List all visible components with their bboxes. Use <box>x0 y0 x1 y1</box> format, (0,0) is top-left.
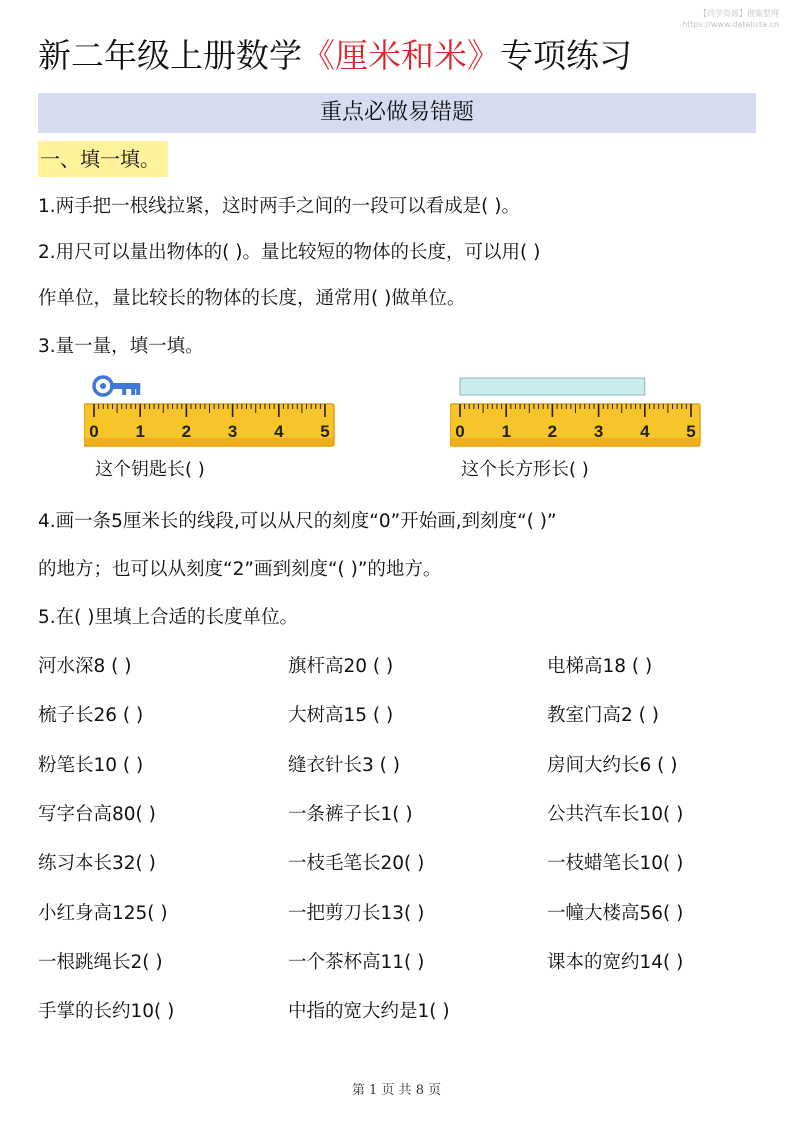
ruler-shade <box>84 438 334 446</box>
title-prefix: 新二年级上册数学 <box>38 36 302 75</box>
section-banner: 重点必做易错题 <box>38 93 756 133</box>
unit-item: 一条裤子长1( ) <box>288 803 413 825</box>
ruler-number-label: 2 <box>547 422 558 441</box>
unit-item: 小红身高125( ) <box>38 902 168 924</box>
ruler-with-rectangle <box>450 372 702 450</box>
key-tooth <box>131 389 135 395</box>
unit-item: 一枝毛笔长20( ) <box>288 853 425 875</box>
title-highlight: 《厘米和米》 <box>302 36 500 75</box>
ruler-number-label: 0 <box>455 422 465 441</box>
key-shaft <box>110 383 140 389</box>
key-tooth <box>122 389 126 395</box>
unit-item: 公共汽车长10( ) <box>547 803 684 825</box>
ruler-number-label: 3 <box>227 422 238 441</box>
question-3: 3.量一量，填一填。 <box>38 336 204 357</box>
watermark-line-2: https://www.datalista.cn <box>682 20 779 29</box>
ruler-number-label: 0 <box>89 422 99 441</box>
measured-rectangle <box>460 378 645 395</box>
key-icon <box>94 377 140 395</box>
unit-item: 手掌的长约10( ) <box>38 1001 175 1023</box>
question-2-line-1: 2.用尺可以量出物体的( )。量比较短的物体的长度，可以用( ) <box>38 242 541 263</box>
ruler-number-label: 4 <box>640 422 650 441</box>
unit-item: 课本的宽约14( ) <box>547 951 684 973</box>
title-suffix: 专项练习 <box>500 36 632 75</box>
unit-item: 一幢大楼高56( ) <box>547 902 684 924</box>
ruler-number-label: 1 <box>501 422 511 441</box>
key-tip <box>136 383 140 395</box>
unit-item: 一枝蜡笔长10( ) <box>547 853 684 875</box>
question-4-line-2: 的地方；也可以从刻度“2”画到刻度“( )”的地方。 <box>38 559 442 580</box>
question-4-line-1: 4.画一条5厘米长的线段,可以从尺的刻度“0”开始画,到刻度“( )” <box>38 511 557 532</box>
unit-item: 教室门高2 ( ) <box>547 705 659 727</box>
ruler-with-key <box>84 372 336 450</box>
unit-item: 一根跳绳长2( ) <box>38 951 163 973</box>
question-2-line-2: 作单位，量比较长的物体的长度，通常用( )做单位。 <box>38 288 466 309</box>
section-label-fill-in: 一、填一填。 <box>38 141 168 177</box>
unit-item: 旗杆高20 ( ) <box>288 656 394 677</box>
unit-item: 房间大约长6 ( ) <box>547 754 678 776</box>
key-bow-hole <box>100 383 106 389</box>
question-1: 1.两手把一根线拉紧，这时两手之间的一段可以看成是( )。 <box>38 196 520 217</box>
unit-item: 中指的宽大约是1( ) <box>288 1001 450 1023</box>
page-footer: 第 1 页 共 8 页 <box>351 1083 442 1098</box>
rectangle-length-caption: 这个长方形长( ) <box>461 459 589 480</box>
unit-item: 电梯高18 ( ) <box>547 656 653 677</box>
ruler-number-label: 3 <box>593 422 604 441</box>
unit-item: 一把剪刀长13( ) <box>288 902 425 924</box>
unit-item: 粉笔长10 ( ) <box>38 754 144 776</box>
unit-item: 梳子长26 ( ) <box>38 705 144 727</box>
unit-item: 河水深8 ( ) <box>38 656 132 677</box>
watermark <box>629 8 779 30</box>
unit-item: 大树高15 ( ) <box>288 705 394 727</box>
watermark-line-1: 【尚学资源】搜集整理 <box>699 9 779 18</box>
ruler-number-label: 4 <box>274 422 284 441</box>
question-5: 5.在( )里填上合适的长度单位。 <box>38 607 298 628</box>
ruler-number-label: 2 <box>181 422 192 441</box>
page-title <box>38 30 768 82</box>
ruler-number-label: 5 <box>686 422 696 441</box>
unit-item: 写字台高80( ) <box>38 803 156 825</box>
unit-item: 缝衣针长3 ( ) <box>288 754 400 776</box>
ruler-shade <box>450 438 700 446</box>
key-length-caption: 这个钥匙长( ) <box>95 459 205 480</box>
ruler-number-label: 5 <box>320 422 330 441</box>
unit-item: 练习本长32( ) <box>38 853 156 875</box>
ruler-number-label: 1 <box>135 422 145 441</box>
unit-item: 一个茶杯高11( ) <box>288 951 425 973</box>
